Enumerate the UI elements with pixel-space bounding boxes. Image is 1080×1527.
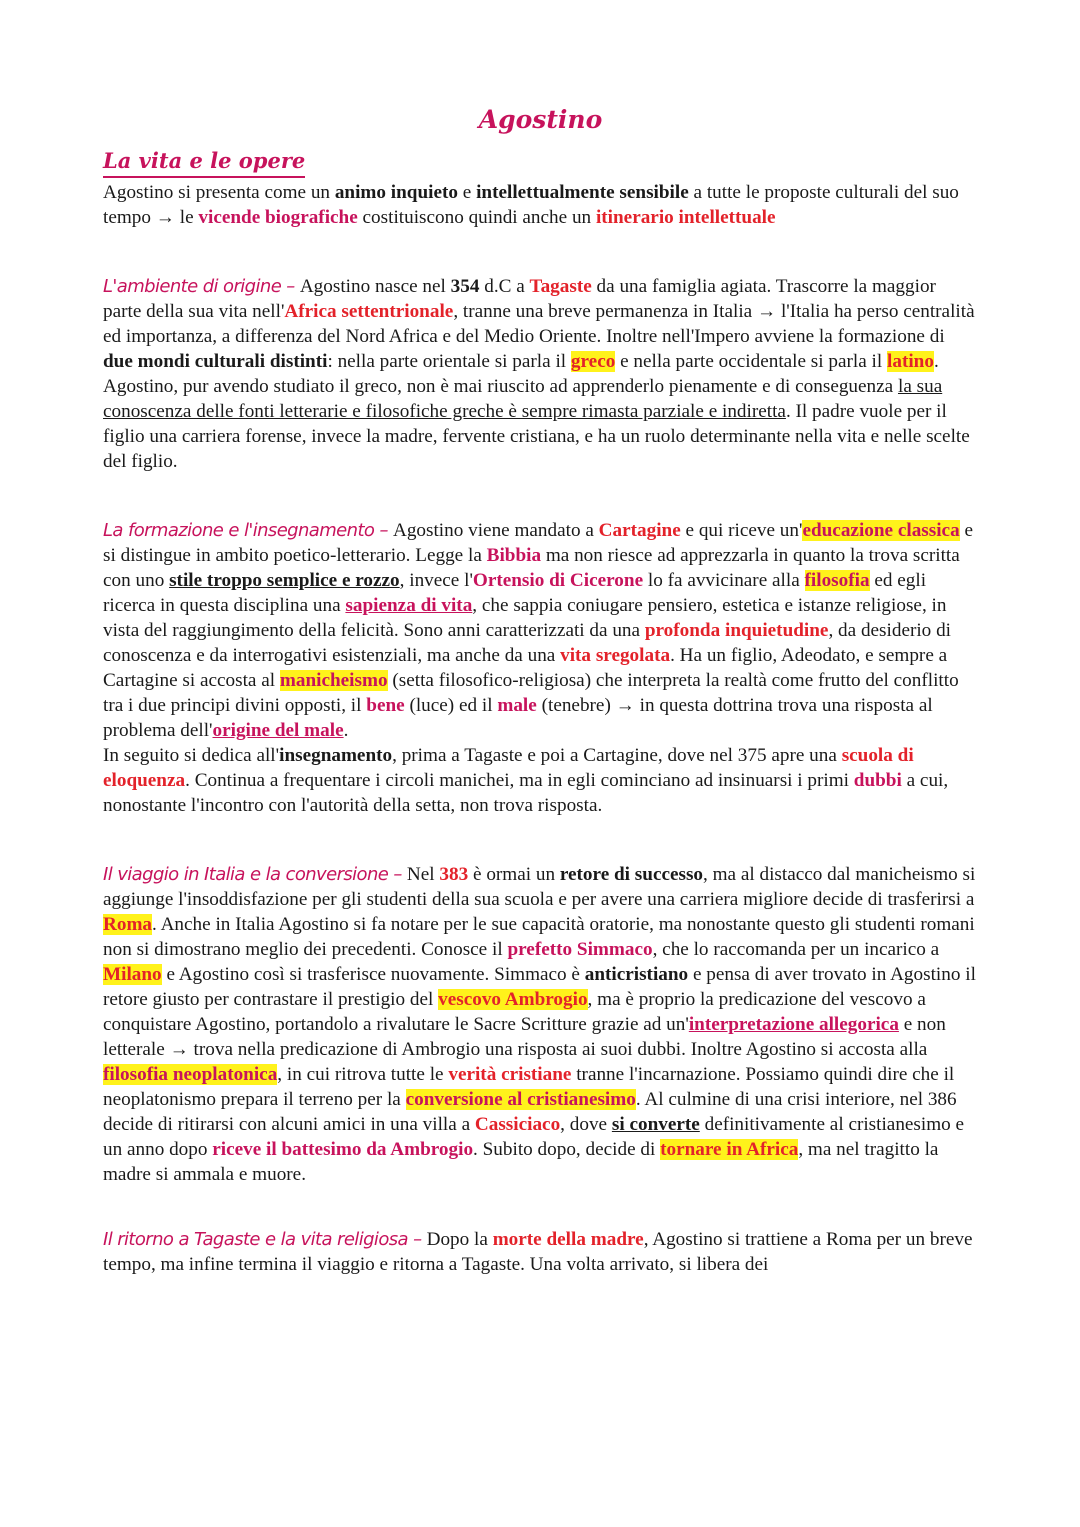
emphasis-text: educazione classica (802, 520, 960, 541)
emphasis-text: latino (887, 351, 934, 372)
text-run: , ma al distacco dal manicheismo si aggiunge l'insoddisfazione per gli studenti della sua scuola e per avere una carriera migliore decide di trasferirsi a (103, 864, 976, 910)
text-run: In seguito si dedica all' (103, 745, 280, 766)
emphasis-text: filosofia neoplatonica (103, 1064, 278, 1085)
text-run: . Il padre vuole per il figlio una carriera forense, invece la madre, fervente cristiana, e ha un ruolo determinante nella vita e nelle scelte del figlio. (103, 401, 970, 472)
text-run: , invece l' (399, 570, 473, 591)
text-run: lo fa avvicinare alla (643, 570, 805, 591)
text-run: , ma è proprio la predicazione del vescovo a conquistare Agostino, portandolo a rivalutare le Sacre Scritture grazie ad un' (103, 989, 926, 1035)
text-run: ed egli ricerca in questa disciplina una (103, 570, 927, 616)
text-run: , che sappia coniugare pensiero, estetica e istanze religiose, in vista del raggiungimento della felicità. Sono anni caratterizzati da una (103, 595, 947, 641)
text-run: . Anche in Italia Agostino si fa notare per le sue capacità oratorie, ma nonostante questo gli studenti romani non si dimostrano meglio dei precedenti. Conosce il (103, 914, 975, 960)
section-heading: L'ambiente di origine – (103, 276, 300, 297)
emphasis-text: morte della madre (492, 1229, 644, 1250)
emphasis-text: bene (366, 695, 405, 716)
section-heading: La formazione e l'insegnamento – (103, 520, 393, 541)
text-run: , tranne una breve permanenza in Italia → l'Italia ha perso centralità ed importanza, a differenza del Nord Africa e del Medio Oriente. Inoltre nell'Impero avviene la formazione di (103, 301, 975, 347)
emphasis-text: conversione al cristianesimo (405, 1089, 636, 1110)
section-formazione (103, 518, 978, 818)
text-run: , in cui ritrova tutte le (277, 1064, 449, 1085)
emphasis-text: si converte (611, 1114, 700, 1135)
emphasis-text: filosofia (804, 570, 870, 591)
emphasis-text: manicheismo (279, 670, 388, 691)
section-subtitle: La vita e le opere (103, 146, 305, 178)
section-heading: Il ritorno a Tagaste e la vita religiosa – (103, 1229, 427, 1250)
emphasis-text: intellettualmente sensibile (476, 182, 689, 203)
text-run: . Subito dopo, decide di (473, 1139, 661, 1160)
text-run: tranne l'incarnazione. Possiamo quindi dire che il neoplatonismo prepara il terreno per la (103, 1064, 955, 1110)
text-run: d.C a (479, 276, 530, 297)
text-run: e pensa di aver trovato in Agostino il retore giusto per contrastare il prestigio del (103, 964, 976, 1010)
text-run: e Agostino così si trasferisce nuovamente. Simmaco è (161, 964, 585, 985)
emphasis-text: dubbi (853, 770, 902, 791)
text-run: a cui, nonostante l'incontro con l'autorità della setta, non trova risposta. (103, 770, 949, 816)
text-run: e non letterale → trova nella predicazione di Ambrogio una risposta ai suoi dubbi. Inoltre Agostino si accosta alla (103, 1014, 946, 1060)
emphasis-text: sapienza di vita (345, 595, 473, 616)
section-viaggio-conversione (103, 862, 978, 1187)
text-run: da una famiglia agiata. Trascorre la maggior parte della sua vita nell' (103, 276, 936, 322)
text-run: , Agostino si trattiene a Roma per un breve tempo, ma infine termina il viaggio e ritorna a Tagaste. Una volta arrivato, si libera dei (103, 1229, 973, 1275)
text-run: e qui riceve un' (680, 520, 803, 541)
text-run: ma non riesce ad apprezzarla in quanto la trova scritta con uno (103, 545, 960, 591)
text-run: a tutte le proposte culturali del suo tempo → le (103, 182, 959, 228)
text-run: (tenebre) → in questa dottrina trova una risposta al problema dell' (103, 695, 933, 741)
text-run: e si distingue in ambito poetico-letterario. Legge la (103, 520, 973, 566)
text-run: e (457, 182, 477, 203)
emphasis-text: stile troppo semplice e rozzo (169, 570, 400, 591)
text-run: (setta filosofico-religiosa) che interpreta la realtà come frutto del conflitto tra i due principi divini opposti, il (103, 670, 959, 716)
text-run: . Continua a frequentare i circoli manichei, ma in egli cominciano ad insinuarsi i primi (185, 770, 854, 791)
emphasis-text: Bibbia (486, 545, 542, 566)
intro-paragraph (103, 180, 978, 230)
text-run: costituiscono quindi anche un (357, 207, 596, 228)
emphasis-text: profonda inquietudine (644, 620, 829, 641)
emphasis-text: retore di successo (559, 864, 704, 885)
emphasis-text: anticristiano (584, 964, 689, 985)
text-run: Agostino viene mandato a (392, 520, 599, 541)
text-run: Agostino nasce nel (299, 276, 451, 297)
text-run: Dopo la (426, 1229, 493, 1250)
text-run: è ormai un (468, 864, 560, 885)
emphasis-text: Tagaste (529, 276, 592, 297)
text-run: , che lo raccomanda per un incarico a (652, 939, 940, 960)
text-run: Nel (406, 864, 440, 885)
section-heading: Il viaggio in Italia e la conversione – (103, 864, 407, 885)
text-run: , ma nel tragitto la madre si ammala e muore. (103, 1139, 939, 1185)
emphasis-text: Ortensio di Cicerone (472, 570, 644, 591)
emphasis-text: male (497, 695, 537, 716)
emphasis-text: insegnamento (279, 745, 393, 766)
emphasis-text: Cassiciaco (474, 1114, 561, 1135)
text-run: Agostino si presenta come un (103, 182, 335, 203)
emphasis-text: vescovo Ambrogio (438, 989, 588, 1010)
emphasis-text: tornare in Africa (660, 1139, 799, 1160)
emphasis-text: vicende biografiche (198, 207, 358, 228)
text-run: e nella parte occidentale si parla il (615, 351, 888, 372)
page-title: Agostino (478, 105, 603, 134)
text-run: definitivamente al cristianesimo e un anno dopo (103, 1114, 965, 1160)
text-run: . Ha un figlio, Adeodato, e sempre a Cartagine si accosta al (103, 645, 948, 691)
emphasis-text: vita sregolata (560, 645, 671, 666)
paragraph (103, 743, 978, 818)
emphasis-text: interpretazione allegorica (688, 1014, 899, 1035)
emphasis-text: verità cristiane (448, 1064, 572, 1085)
emphasis-text: prefetto Simmaco (507, 939, 653, 960)
emphasis-text: scuola di eloquenza (103, 745, 914, 791)
emphasis-text: Roma (103, 914, 153, 935)
subtitle-wrap (103, 146, 978, 180)
emphasis-text: origine del male (212, 720, 344, 741)
emphasis-text: due mondi culturali distinti (103, 351, 328, 372)
text-run: (luce) ed il (404, 695, 498, 716)
text-run: : nella parte orientale si parla il (327, 351, 571, 372)
emphasis-text: 354 (450, 276, 480, 297)
emphasis-text: animo inquieto (334, 182, 458, 203)
emphasis-text: riceve il battesimo da Ambrogio (212, 1139, 474, 1160)
section-ritorno-tagaste (103, 1227, 978, 1277)
document-page (103, 102, 978, 1277)
emphasis-text: itinerario intellettuale (595, 207, 776, 228)
section-ambiente-origine (103, 274, 978, 474)
text-run: , da desiderio di conoscenza e da interrogativi esistenziali, ma anche da una (103, 620, 951, 666)
text-run: . Agostino, pur avendo studiato il greco, non è mai riuscito ad apprenderlo pienamente e di conseguenza (103, 351, 939, 397)
text-run: , dove (560, 1114, 612, 1135)
emphasis-text: greco (570, 351, 616, 372)
emphasis-text: Milano (103, 964, 162, 985)
text-run: . (343, 720, 349, 741)
text-run: , prima a Tagaste e poi a Cartagine, dove nel 375 apre una (392, 745, 842, 766)
text-run: . Al culmine di una crisi interiore, nel 386 decide di ritirarsi con alcuni amici in una villa a (103, 1089, 957, 1135)
emphasis-text: 383 (439, 864, 469, 885)
emphasis-text: la sua conoscenza delle fonti letterarie e filosofiche greche è sempre rimasta parziale e indiretta (103, 376, 943, 422)
emphasis-text: Cartagine (598, 520, 681, 541)
emphasis-text: Africa settentrionale (284, 301, 454, 322)
